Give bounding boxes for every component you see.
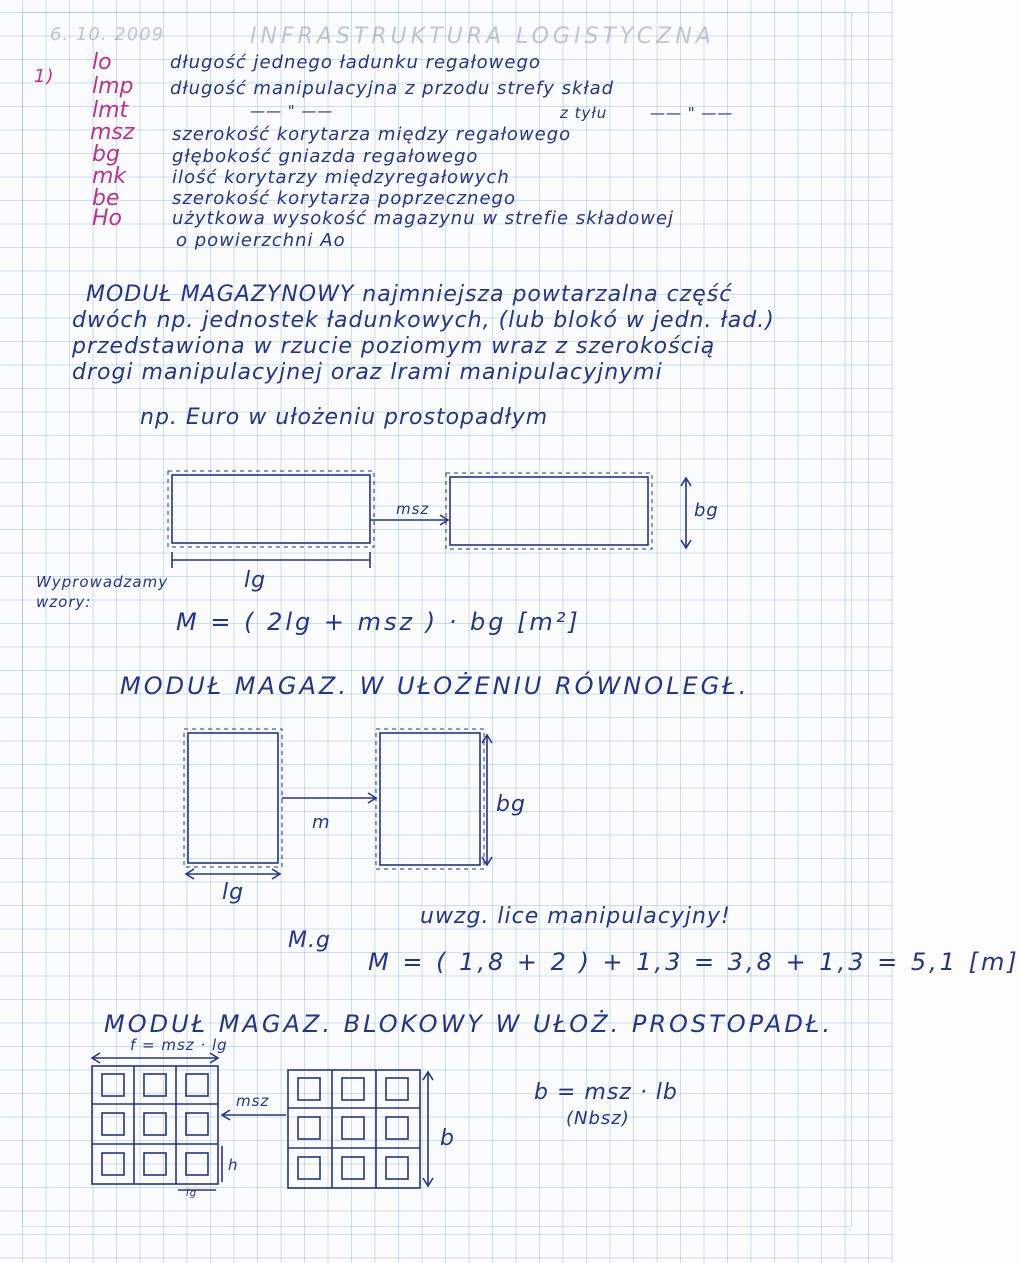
desc-msz: szerokość korytarza między regałowego [172, 124, 572, 145]
fig1-right-outline [446, 473, 652, 549]
ditto-1: —— " —— [250, 102, 334, 120]
symbol-lmp: lmp [92, 74, 134, 99]
ditto-2: —— " —— [650, 104, 734, 122]
section2-formula: M = ( 1,8 + 2 ) + 1,3 = 3,8 + 1,3 = 5,1 [m] [368, 948, 1020, 976]
item-number: 1) [34, 66, 55, 87]
fig1-side-note: Wyprowadzamy wzory: [36, 573, 169, 611]
desc-mk: ilość korytarzy międzyregałowych [172, 167, 510, 188]
desc-lo: długość jednego ładunku regałowego [170, 52, 541, 73]
section3-formula-line1: b = msz · lb [534, 1080, 678, 1105]
section3-title: MODUŁ MAGAZ. BLOKOWY W UŁOŻ. PROSTOPADŁ. [104, 1010, 833, 1038]
symbol-lmt: lmt [92, 98, 129, 123]
symbol-be: be [92, 186, 120, 211]
section2-title: MODUŁ MAGAZ. W UŁOŻENIU RÓWNOLEGŁ. [120, 672, 750, 700]
section3-formula-line2: (Nbsz) [566, 1108, 630, 1129]
fig2-left-rect [188, 733, 278, 863]
desc-lmt: z tyłu [560, 104, 608, 122]
fig3-label-top: f = msz · lg [130, 1036, 228, 1054]
section2-side-label: M.g [288, 928, 331, 953]
desc-be: szerokość korytarza poprzecznego [172, 188, 516, 209]
fig2-label-m: m [312, 812, 331, 833]
fig2-label-bg: bg [496, 792, 526, 817]
fig3-label-h: h [228, 1156, 239, 1174]
symbol-msz: msz [90, 120, 135, 145]
desc-Ho: użytkowa wysokość magazynu w strefie składowej [172, 208, 675, 229]
module-def-line4: drogi manipulacyjnej oraz lrami manipulacyjnymi [72, 360, 663, 385]
fig1-label-bg: bg [694, 500, 719, 521]
fig2-right-rect [380, 733, 480, 865]
fig1-formula: M = ( 2lg + msz ) · bg [m²] [176, 608, 581, 636]
fig1-left-outline [168, 471, 374, 547]
fig3-label-b: b [440, 1126, 455, 1151]
module-example: np. Euro w ułożeniu prostopadłym [140, 405, 549, 430]
symbol-bg: bg [92, 142, 120, 167]
fig1-label-msz: msz [396, 500, 430, 518]
desc-lmp: długość manipulacyjna z przodu strefy skład [170, 78, 615, 99]
desc-continuation: o powierzchni Ao [176, 230, 346, 251]
symbol-Ho: Ho [92, 206, 123, 231]
fig1-label-lg: lg [244, 568, 267, 593]
fig2-label-lg: lg [222, 880, 245, 905]
desc-bg: głębokość gniazda regałowego [172, 146, 479, 167]
symbol-mk: mk [92, 164, 127, 189]
fig3-right-block [288, 1070, 420, 1188]
section2-note: uwzg. lice manipulacyjny! [420, 904, 731, 929]
module-def-line2: dwóch np. jednostek ładunkowych, (lub blokó w jedn. ład.) [72, 308, 775, 333]
symbol-lo: lo [92, 50, 112, 75]
faint-header: INFRASTRUKTURA LOGISTYCZNA [250, 24, 715, 49]
module-def-line3: przedstawiona w rzucie poziomym wraz z szerokością [72, 334, 716, 359]
fig3-label-lg-small: lg [186, 1188, 198, 1199]
fig1-left-rect [172, 475, 370, 543]
module-def-line1: MODUŁ MAGAZYNOWY najmniejsza powtarzalna część [86, 282, 733, 307]
fig1-right-rect [450, 477, 648, 545]
fig3-label-msz: msz [236, 1092, 270, 1110]
fig3-left-block [92, 1066, 218, 1184]
faint-date: 6. 10. 2009 [50, 24, 165, 45]
